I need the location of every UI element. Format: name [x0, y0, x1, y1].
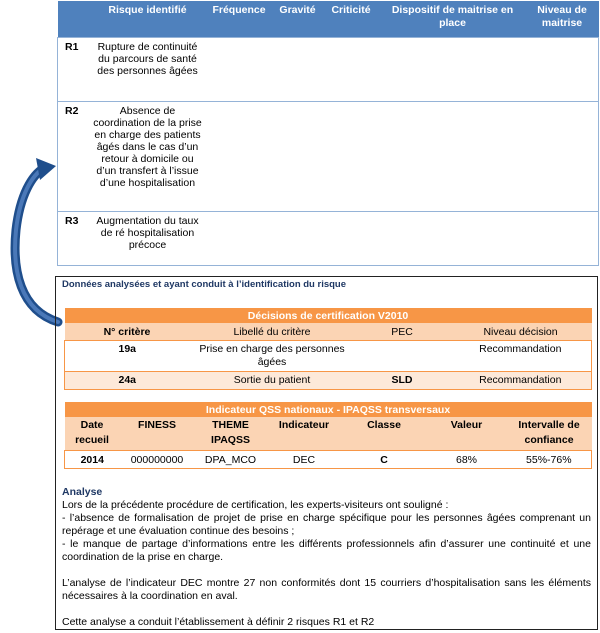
risk-table [57, 1, 599, 266]
header-date: Date recueil [65, 417, 120, 451]
table-row [65, 341, 592, 372]
analysis-heading: Analyse [62, 486, 103, 498]
criterion-label: Sortie du patient [190, 372, 355, 390]
table-row [65, 451, 592, 469]
certification-title-row [65, 308, 592, 323]
risk-description: Rupture de continuité du parcours de santé des personnes âgées [90, 38, 206, 102]
risk-description: Absence de coordination de la prise en charge des patients âgés dans le cas d’un retour à domicile ou d’un transfert à l’issue d’une hospitalisation [90, 102, 206, 212]
header-finess: FINESS [120, 417, 195, 451]
risk-description: Augmentation du taux de ré hospitalisation précoce [90, 212, 206, 266]
header-criticity: Criticité [323, 1, 380, 38]
indicator-table [64, 402, 592, 469]
header-pec: PEC [355, 323, 450, 341]
header-frequency: Fréquence [206, 1, 273, 38]
criterion-pec: SLD [355, 372, 450, 390]
header-theme: THEME IPAQSS [195, 417, 267, 451]
table-row [58, 212, 599, 266]
header-decision: Niveau décision [450, 323, 592, 341]
analysis-paragraph: L’analyse de l’indicateur DEC montre 27 non conformités dont 15 courriers d’hospitalisation sans les éléments nécessaires à la coordination en aval. [62, 577, 591, 602]
risk-code: R3 [58, 212, 90, 266]
indicator-interval: 55%-76% [507, 451, 592, 469]
certification-header [65, 323, 592, 341]
indicator-name: DEC [267, 451, 342, 469]
header-label: Libellé du critère [190, 323, 355, 341]
indicator-theme: DPA_MCO [195, 451, 267, 469]
header-indicator: Indicateur [267, 417, 342, 451]
criterion-decision: Recommandation [450, 372, 592, 390]
certification-title: Décisions de certification V2010 [65, 308, 592, 323]
header-criterion: N° critère [65, 323, 190, 341]
indicator-title-row [65, 402, 592, 417]
table-row [58, 38, 599, 102]
indicator-class: C [342, 451, 427, 469]
criterion-number: 19a [65, 341, 190, 372]
risk-code: R2 [58, 102, 90, 212]
analysis-paragraph: - le manque de partage d’informations entre les différents professionnels afin d’assurer une continuité et une coordination de la prise en charge. [62, 538, 591, 563]
header-control-device: Dispositif de maitrise en place [380, 1, 526, 38]
indicator-title: Indicateur QSS nationaux - IPAQSS transversaux [65, 402, 592, 417]
indicator-value: 68% [427, 451, 507, 469]
criterion-number: 24a [65, 372, 190, 390]
header-code [58, 1, 90, 38]
header-control-level: Niveau de maitrise [526, 1, 599, 38]
analysis-box [55, 276, 598, 630]
risk-table-header [58, 1, 599, 38]
risk-code: R1 [58, 38, 90, 102]
header-gravity: Gravité [273, 1, 323, 38]
header-value: Valeur [427, 417, 507, 451]
analysis-text [62, 486, 591, 629]
header-interval: Intervalle de confiance [507, 417, 592, 451]
analysis-box-title: Données analysées et ayant conduit à l’identification du risque [62, 279, 347, 290]
indicator-finess: 000000000 [120, 451, 195, 469]
table-row [65, 372, 592, 390]
criterion-pec [355, 341, 450, 372]
analysis-paragraph: Cette analyse a conduit l’établissement à définir 2 risques R1 et R2 [62, 616, 375, 628]
table-row [58, 102, 599, 212]
analysis-paragraph: Lors de la précédente procédure de certification, les experts-visiteurs ont souligné : [62, 499, 449, 511]
header-class: Classe [342, 417, 427, 451]
criterion-label: Prise en charge des personnes âgées [190, 341, 355, 372]
analysis-paragraph: - l’absence de formalisation de projet de prise en charge spécifique pour les personnes âgées comprenant un repérage et une évaluation continue des besoins ; [62, 512, 591, 537]
indicator-date: 2014 [65, 451, 120, 469]
indicator-header [65, 417, 592, 451]
header-risk: Risque identifié [90, 1, 206, 38]
certification-table [64, 308, 592, 390]
criterion-decision: Recommandation [450, 341, 592, 372]
